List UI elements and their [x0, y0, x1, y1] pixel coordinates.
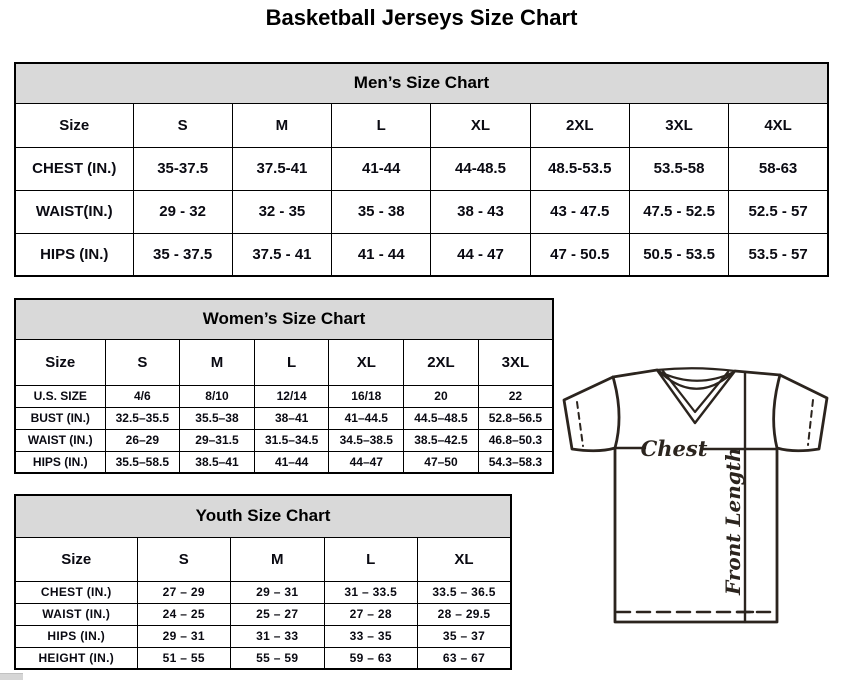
size-cell: 53.5-58 [629, 147, 728, 190]
size-cell: 31.5–34.5 [254, 429, 329, 451]
size-cell: 50.5 - 53.5 [629, 233, 728, 276]
row-label: CHEST (IN.) [15, 147, 133, 190]
size-cell: 27 – 29 [137, 581, 231, 603]
table-row [15, 147, 828, 190]
table-row [15, 103, 828, 147]
size-cell: 29 – 31 [231, 581, 325, 603]
page-title: Basketball Jerseys Size Chart [265, 5, 578, 30]
size-cell: 35 - 38 [332, 190, 431, 233]
mens-size-chart-table [14, 62, 829, 277]
size-cell: 34.5–38.5 [329, 429, 404, 451]
table-row [15, 603, 511, 625]
size-cell: 53.5 - 57 [729, 233, 828, 276]
column-header: S [133, 103, 232, 147]
row-label: BUST (IN.) [15, 407, 105, 429]
column-header: XL [431, 103, 530, 147]
table-row [15, 581, 511, 603]
size-cell: 12/14 [254, 385, 329, 407]
size-cell: 55 – 59 [231, 647, 325, 669]
size-cell: 33.5 – 36.5 [418, 581, 512, 603]
table-row [15, 299, 553, 339]
size-cell: 44-48.5 [431, 147, 530, 190]
table-row [15, 647, 511, 669]
size-cell: 8/10 [180, 385, 255, 407]
size-cell: 59 – 63 [324, 647, 418, 669]
table-row [15, 451, 553, 473]
row-label: WAIST (IN.) [15, 603, 137, 625]
row-label: WAIST (IN.) [15, 429, 105, 451]
size-cell: 32 - 35 [232, 190, 331, 233]
size-cell: 48.5-53.5 [530, 147, 629, 190]
womens-size-chart-table [14, 298, 554, 474]
size-cell: 35-37.5 [133, 147, 232, 190]
column-header: 3XL [478, 339, 553, 385]
size-cell: 31 – 33.5 [324, 581, 418, 603]
jersey-measurement-diagram [551, 357, 838, 644]
size-cell: 38.5–42.5 [404, 429, 479, 451]
column-header: 4XL [729, 103, 828, 147]
table-row [15, 625, 511, 647]
size-cell: 29–31.5 [180, 429, 255, 451]
size-cell: 33 – 35 [324, 625, 418, 647]
size-cell: 32.5–35.5 [105, 407, 180, 429]
size-cell: 46.8–50.3 [478, 429, 553, 451]
size-cell: 35 – 37 [418, 625, 512, 647]
row-label: HIPS (IN.) [15, 451, 105, 473]
size-cell: 41-44 [332, 147, 431, 190]
size-cell: 58-63 [729, 147, 828, 190]
size-cell: 54.3–58.3 [478, 451, 553, 473]
size-cell: 52.8–56.5 [478, 407, 553, 429]
size-cell: 37.5 - 41 [232, 233, 331, 276]
size-cell: 35.5–38 [180, 407, 255, 429]
size-cell: 52.5 - 57 [729, 190, 828, 233]
row-label: HIPS (IN.) [15, 233, 133, 276]
table-row [15, 495, 511, 537]
row-label: HIPS (IN.) [15, 625, 137, 647]
column-header: L [254, 339, 329, 385]
size-header-cell: Size [15, 339, 105, 385]
table-row [15, 407, 553, 429]
size-cell: 41–44.5 [329, 407, 404, 429]
size-cell: 16/18 [329, 385, 404, 407]
size-cell: 25 – 27 [231, 603, 325, 625]
column-header: 2XL [530, 103, 629, 147]
row-label: HEIGHT (IN.) [15, 647, 137, 669]
column-header: L [324, 537, 418, 581]
size-cell: 35.5–58.5 [105, 451, 180, 473]
youth-chart-title: Youth Size Chart [15, 495, 511, 537]
size-cell: 31 – 33 [231, 625, 325, 647]
table-row [15, 537, 511, 581]
column-header: 3XL [629, 103, 728, 147]
size-cell: 29 – 31 [137, 625, 231, 647]
youth-size-chart-table [14, 494, 512, 670]
table-row [15, 429, 553, 451]
column-header: XL [329, 339, 404, 385]
size-cell: 27 – 28 [324, 603, 418, 625]
table-row [15, 385, 553, 407]
front-length-label: Front Length [721, 447, 745, 595]
table-row [15, 339, 553, 385]
mens-chart-title: Men’s Size Chart [15, 63, 828, 103]
column-header: L [332, 103, 431, 147]
chest-label: Chest [640, 436, 708, 461]
size-cell: 24 – 25 [137, 603, 231, 625]
row-label: WAIST(IN.) [15, 190, 133, 233]
column-header: XL [418, 537, 512, 581]
size-cell: 41–44 [254, 451, 329, 473]
size-cell: 28 – 29.5 [418, 603, 512, 625]
size-cell: 44–47 [329, 451, 404, 473]
size-cell: 37.5-41 [232, 147, 331, 190]
column-header: S [137, 537, 231, 581]
size-cell: 43 - 47.5 [530, 190, 629, 233]
column-header: M [232, 103, 331, 147]
row-label: CHEST (IN.) [15, 581, 137, 603]
size-cell: 26–29 [105, 429, 180, 451]
column-header: M [180, 339, 255, 385]
size-cell: 35 - 37.5 [133, 233, 232, 276]
size-cell: 4/6 [105, 385, 180, 407]
table-row [15, 190, 828, 233]
column-header: M [231, 537, 325, 581]
row-label: U.S. SIZE [15, 385, 105, 407]
table-row [15, 233, 828, 276]
size-cell: 29 - 32 [133, 190, 232, 233]
size-cell: 44.5–48.5 [404, 407, 479, 429]
size-cell: 20 [404, 385, 479, 407]
column-header: 2XL [404, 339, 479, 385]
jersey-diagram-icon [551, 357, 838, 644]
size-cell: 22 [478, 385, 553, 407]
column-header: S [105, 339, 180, 385]
size-cell: 38.5–41 [180, 451, 255, 473]
size-cell: 51 – 55 [137, 647, 231, 669]
size-cell: 44 - 47 [431, 233, 530, 276]
size-cell: 47 - 50.5 [530, 233, 629, 276]
size-cell: 47–50 [404, 451, 479, 473]
size-cell: 38 - 43 [431, 190, 530, 233]
size-header-cell: Size [15, 103, 133, 147]
table-row [15, 63, 828, 103]
size-header-cell: Size [15, 537, 137, 581]
size-cell: 47.5 - 52.5 [629, 190, 728, 233]
size-cell: 63 – 67 [418, 647, 512, 669]
size-cell: 38–41 [254, 407, 329, 429]
womens-chart-title: Women’s Size Chart [15, 299, 553, 339]
size-cell: 41 - 44 [332, 233, 431, 276]
